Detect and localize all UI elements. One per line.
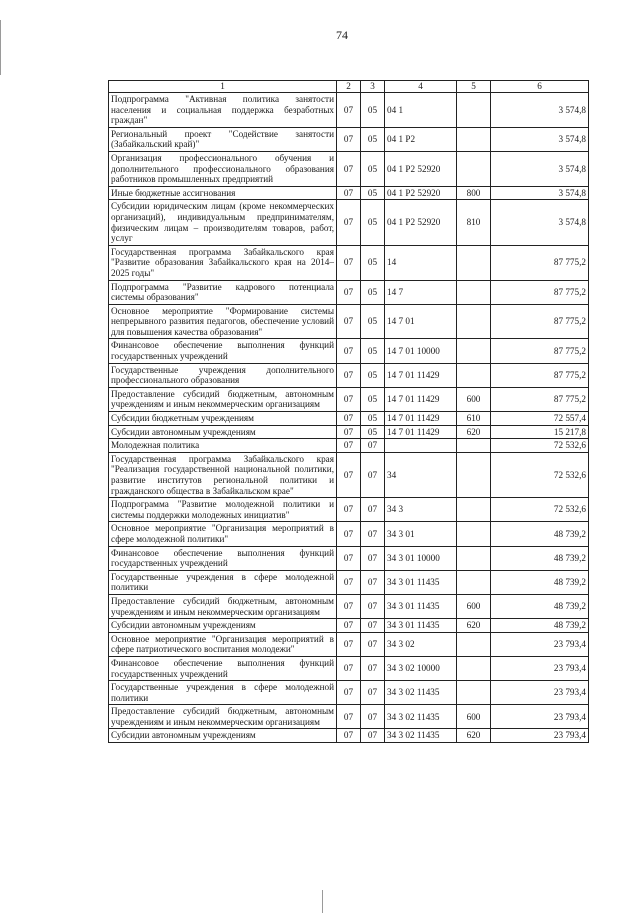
- row-name: Субсидии автономным учреждениям: [109, 425, 337, 439]
- table-row: [109, 522, 589, 546]
- row-amount: 87 775,2: [491, 304, 589, 339]
- row-target-code: 34 3 01 11435: [385, 570, 457, 594]
- row-target-code: 34 3 02 11435: [385, 729, 457, 743]
- row-amount: 87 775,2: [491, 245, 589, 280]
- row-name: Субсидии бюджетным учреждениям: [109, 412, 337, 426]
- row-name: Подпрограмма "Активная политика занятости населения и социальная поддержка безработных граждан": [109, 93, 337, 128]
- row-section: 07: [337, 729, 361, 743]
- row-section: 07: [337, 363, 361, 387]
- row-section: 07: [337, 425, 361, 439]
- row-target-code: 34: [385, 452, 457, 497]
- row-section: 07: [337, 681, 361, 705]
- table-row: [109, 363, 589, 387]
- row-amount: 23 793,4: [491, 632, 589, 656]
- row-name: Финансовое обеспечение выполнения функций государственных учреждений: [109, 656, 337, 680]
- header-col-2: 2: [337, 81, 361, 93]
- row-name: Предоставление субсидий бюджетным, автономным учреждениям и иным некоммерческим организациям: [109, 705, 337, 729]
- table-row: [109, 498, 589, 522]
- row-amount: 48 739,2: [491, 546, 589, 570]
- row-subsection: 07: [361, 729, 385, 743]
- row-section: 07: [337, 546, 361, 570]
- row-name: Иные бюджетные ассигнования: [109, 186, 337, 200]
- row-section: 07: [337, 127, 361, 151]
- header-col-1: 1: [109, 81, 337, 93]
- row-target-code: 34 3 01 11435: [385, 594, 457, 618]
- row-expense-type: 810: [457, 200, 491, 245]
- row-name: Государственная программа Забайкальского края "Развитие образования Забайкальского края на 2014–2025 годы": [109, 245, 337, 280]
- row-amount: 87 775,2: [491, 363, 589, 387]
- row-section: 07: [337, 656, 361, 680]
- table-row: [109, 280, 589, 304]
- row-name: Субсидии юридическим лицам (кроме некоммерческих организаций), индивидуальным предпринимателям, физическим лицам – производителям товаров, работ, услуг: [109, 200, 337, 245]
- row-section: 07: [337, 452, 361, 497]
- row-subsection: 05: [361, 186, 385, 200]
- row-amount: 3 574,8: [491, 93, 589, 128]
- row-expense-type: [457, 522, 491, 546]
- row-amount: 48 739,2: [491, 619, 589, 633]
- row-expense-type: [457, 93, 491, 128]
- row-amount: 3 574,8: [491, 200, 589, 245]
- row-expense-type: 610: [457, 412, 491, 426]
- row-subsection: 05: [361, 387, 385, 411]
- table-row: [109, 594, 589, 618]
- row-name: Подпрограмма "Развитие кадрового потенциала системы образования": [109, 280, 337, 304]
- row-name: Подпрограмма "Развитие молодежной политики и системы поддержки молодежных инициатив": [109, 498, 337, 522]
- row-subsection: 07: [361, 681, 385, 705]
- row-amount: 72 532,6: [491, 452, 589, 497]
- row-section: 07: [337, 245, 361, 280]
- header-col-5: 5: [457, 81, 491, 93]
- row-name: Молодежная политика: [109, 439, 337, 453]
- row-name: Предоставление субсидий бюджетным, автономным учреждениям и иным некоммерческим организациям: [109, 594, 337, 618]
- row-amount: 48 739,2: [491, 594, 589, 618]
- row-target-code: 04 1 P2 52920: [385, 200, 457, 245]
- row-target-code: 04 1: [385, 93, 457, 128]
- table-row: [109, 304, 589, 339]
- row-subsection: 05: [361, 127, 385, 151]
- row-subsection: 07: [361, 522, 385, 546]
- row-target-code: 34 3 02 11435: [385, 705, 457, 729]
- table-row: [109, 186, 589, 200]
- row-section: 07: [337, 570, 361, 594]
- row-target-code: 14 7 01 10000: [385, 339, 457, 363]
- row-subsection: 07: [361, 594, 385, 618]
- row-section: 07: [337, 594, 361, 618]
- row-target-code: 04 1 P2 52920: [385, 186, 457, 200]
- page-number: 74: [336, 28, 348, 42]
- row-section: 07: [337, 705, 361, 729]
- row-name: Государственные учреждения в сфере молодежной политики: [109, 681, 337, 705]
- row-amount: 3 574,8: [491, 127, 589, 151]
- row-subsection: 07: [361, 656, 385, 680]
- header-col-4: 4: [385, 81, 457, 93]
- scan-edge-mark-bottom: [322, 890, 323, 913]
- table-row: [109, 570, 589, 594]
- row-target-code: 34 3 01 10000: [385, 546, 457, 570]
- table-row: [109, 681, 589, 705]
- table-row: [109, 656, 589, 680]
- row-expense-type: 600: [457, 594, 491, 618]
- row-name: Финансовое обеспечение выполнения функций государственных учреждений: [109, 546, 337, 570]
- row-expense-type: 800: [457, 186, 491, 200]
- row-expense-type: [457, 570, 491, 594]
- row-expense-type: 620: [457, 425, 491, 439]
- row-section: 07: [337, 339, 361, 363]
- table-row: [109, 387, 589, 411]
- row-name: Субсидии автономным учреждениям: [109, 729, 337, 743]
- row-amount: 23 793,4: [491, 729, 589, 743]
- table-row: [109, 729, 589, 743]
- row-section: 07: [337, 619, 361, 633]
- row-amount: 72 557,4: [491, 412, 589, 426]
- table-row: [109, 127, 589, 151]
- row-target-code: 34 3 01 11435: [385, 619, 457, 633]
- row-amount: 3 574,8: [491, 151, 589, 186]
- budget-table: [108, 80, 589, 743]
- row-expense-type: 600: [457, 705, 491, 729]
- row-amount: 72 532,6: [491, 439, 589, 453]
- row-expense-type: [457, 151, 491, 186]
- row-expense-type: 620: [457, 729, 491, 743]
- row-expense-type: 620: [457, 619, 491, 633]
- row-name: Государственные учреждения дополнительного профессионального образования: [109, 363, 337, 387]
- row-target-code: 34 3 02: [385, 632, 457, 656]
- row-target-code: 04 1 P2: [385, 127, 457, 151]
- table-header-row: [109, 81, 589, 93]
- row-section: 07: [337, 632, 361, 656]
- row-target-code: 14 7 01 11429: [385, 387, 457, 411]
- row-expense-type: [457, 280, 491, 304]
- row-expense-type: [457, 339, 491, 363]
- row-target-code: 14 7 01 11429: [385, 425, 457, 439]
- row-section: 07: [337, 200, 361, 245]
- table-row: [109, 705, 589, 729]
- row-target-code: 14 7 01: [385, 304, 457, 339]
- row-name: Основное мероприятие "Организация мероприятий в сфере патриотического воспитания молодежи": [109, 632, 337, 656]
- row-expense-type: [457, 245, 491, 280]
- row-expense-type: [457, 656, 491, 680]
- row-subsection: 05: [361, 200, 385, 245]
- row-subsection: 05: [361, 339, 385, 363]
- row-expense-type: [457, 498, 491, 522]
- row-name: Финансовое обеспечение выполнения функций государственных учреждений: [109, 339, 337, 363]
- row-section: 07: [337, 151, 361, 186]
- row-subsection: 05: [361, 412, 385, 426]
- row-target-code: 34 3 02 10000: [385, 656, 457, 680]
- table-row: [109, 339, 589, 363]
- row-section: 07: [337, 439, 361, 453]
- row-target-code: 04 1 P2 52920: [385, 151, 457, 186]
- row-subsection: 05: [361, 304, 385, 339]
- row-section: 07: [337, 93, 361, 128]
- row-expense-type: [457, 304, 491, 339]
- row-subsection: 05: [361, 363, 385, 387]
- row-target-code: 34 3: [385, 498, 457, 522]
- table-row: [109, 412, 589, 426]
- row-name: Предоставление субсидий бюджетным, автономным учреждениям и иным некоммерческим организациям: [109, 387, 337, 411]
- table-row: [109, 245, 589, 280]
- row-expense-type: [457, 439, 491, 453]
- table-row: [109, 619, 589, 633]
- row-amount: 87 775,2: [491, 387, 589, 411]
- table-row: [109, 452, 589, 497]
- row-amount: 87 775,2: [491, 280, 589, 304]
- row-amount: 48 739,2: [491, 570, 589, 594]
- row-amount: 72 532,6: [491, 498, 589, 522]
- header-col-3: 3: [361, 81, 385, 93]
- row-target-code: 14 7: [385, 280, 457, 304]
- row-expense-type: [457, 452, 491, 497]
- row-name: Основное мероприятие "Формирование системы непрерывного развития педагогов, обеспечение условий для повышения качества образования": [109, 304, 337, 339]
- table-row: [109, 151, 589, 186]
- row-section: 07: [337, 304, 361, 339]
- row-name: Субсидии автономным учреждениям: [109, 619, 337, 633]
- row-target-code: 14: [385, 245, 457, 280]
- row-amount: 23 793,4: [491, 705, 589, 729]
- row-section: 07: [337, 522, 361, 546]
- row-amount: 3 574,8: [491, 186, 589, 200]
- row-target-code: 34 3 01: [385, 522, 457, 546]
- table-row: [109, 200, 589, 245]
- row-subsection: 07: [361, 546, 385, 570]
- row-expense-type: [457, 632, 491, 656]
- row-expense-type: [457, 127, 491, 151]
- row-section: 07: [337, 387, 361, 411]
- row-target-code: 34 3 02 11435: [385, 681, 457, 705]
- row-amount: 23 793,4: [491, 681, 589, 705]
- row-subsection: 05: [361, 425, 385, 439]
- row-section: 07: [337, 412, 361, 426]
- row-subsection: 07: [361, 439, 385, 453]
- row-subsection: 05: [361, 245, 385, 280]
- row-section: 07: [337, 280, 361, 304]
- row-amount: 87 775,2: [491, 339, 589, 363]
- table-row: [109, 93, 589, 128]
- row-section: 07: [337, 186, 361, 200]
- table-row: [109, 439, 589, 453]
- row-name: Государственная программа Забайкальского края "Реализация государственной национальной политики, развитие институтов региональной политики и гражданского общества в Забайкальском крае": [109, 452, 337, 497]
- row-subsection: 05: [361, 93, 385, 128]
- table-row: [109, 546, 589, 570]
- row-target-code: [385, 439, 457, 453]
- row-target-code: 14 7 01 11429: [385, 363, 457, 387]
- row-section: 07: [337, 498, 361, 522]
- table-row: [109, 632, 589, 656]
- header-col-6: 6: [491, 81, 589, 93]
- row-subsection: 07: [361, 619, 385, 633]
- row-name: Региональный проект "Содействие занятости (Забайкальский край)": [109, 127, 337, 151]
- row-expense-type: [457, 546, 491, 570]
- row-name: Основное мероприятие "Организация мероприятий в сфере молодежной политики": [109, 522, 337, 546]
- table-row: [109, 425, 589, 439]
- scan-edge-mark-top: [0, 20, 1, 75]
- row-subsection: 07: [361, 452, 385, 497]
- row-subsection: 05: [361, 280, 385, 304]
- table-body: [109, 81, 589, 743]
- row-expense-type: [457, 681, 491, 705]
- row-subsection: 05: [361, 151, 385, 186]
- row-amount: 15 217,8: [491, 425, 589, 439]
- row-subsection: 07: [361, 570, 385, 594]
- row-amount: 23 793,4: [491, 656, 589, 680]
- row-expense-type: [457, 363, 491, 387]
- row-subsection: 07: [361, 632, 385, 656]
- row-expense-type: 600: [457, 387, 491, 411]
- row-name: Государственные учреждения в сфере молодежной политики: [109, 570, 337, 594]
- row-name: Организация профессионального обучения и дополнительного профессионального образования работников промышленных предприятий: [109, 151, 337, 186]
- row-target-code: 14 7 01 11429: [385, 412, 457, 426]
- row-subsection: 07: [361, 705, 385, 729]
- row-subsection: 07: [361, 498, 385, 522]
- row-amount: 48 739,2: [491, 522, 589, 546]
